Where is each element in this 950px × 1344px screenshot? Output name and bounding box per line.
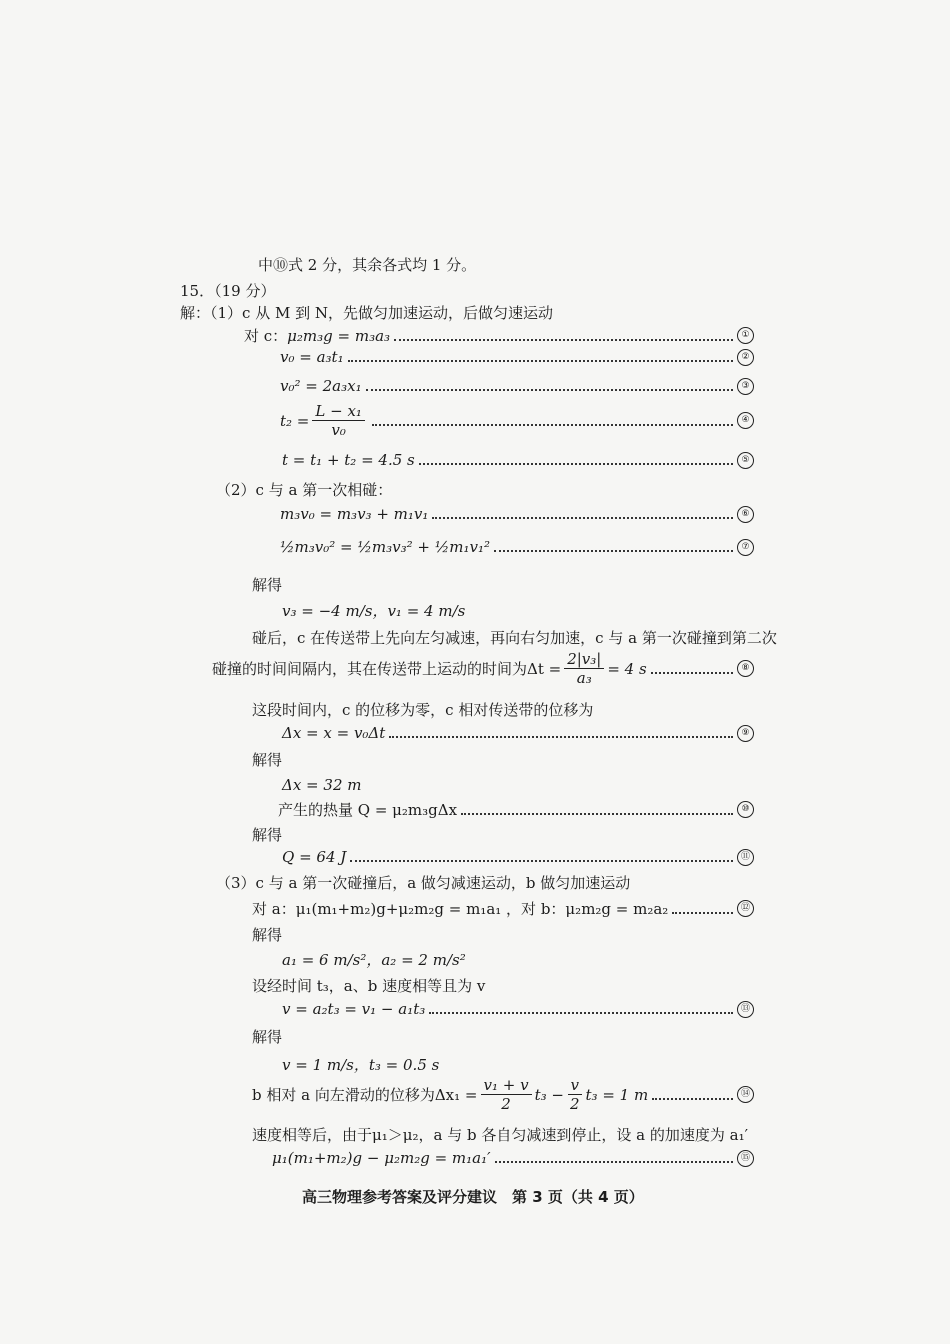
equation-2 bbox=[280, 348, 754, 366]
eq13-text: v = a₂t₃ = v₁ − a₁t₃ bbox=[282, 1000, 426, 1018]
eq5-text: t = t₁ + t₂ = 4.5 s bbox=[282, 451, 415, 469]
equation-14 bbox=[252, 1076, 754, 1113]
eq8-tail: = 4 s bbox=[607, 659, 647, 678]
equation-15 bbox=[272, 1149, 754, 1167]
eq7-text: ½m₃v₀² = ½m₃v₃² + ½m₁v₁² bbox=[280, 538, 491, 556]
result-v-t3: v = 1 m/s，t₃ = 0.5 s bbox=[282, 1056, 440, 1074]
marker-1: ① bbox=[737, 327, 754, 344]
intro-line: 中⑩式 2 分，其余各式均 1 分。 bbox=[258, 256, 477, 274]
eq1-text: μ₂m₃g = m₃a₃ bbox=[287, 326, 391, 345]
marker-5: ⑤ bbox=[737, 452, 754, 469]
eq12-text: 对 a：μ₁(m₁+m₂)g+μ₂m₂g = m₁a₁ ，对 b：μ₂m₂g = m₂a₂ bbox=[252, 900, 669, 918]
paragraph-time-t3: 设经时间 t₃，a、b 速度相等且为 v bbox=[252, 977, 486, 995]
equation-8 bbox=[212, 650, 754, 687]
result-dx: Δx = 32 m bbox=[282, 776, 362, 794]
solve-label: 解得 bbox=[252, 926, 283, 944]
marker-9: ⑨ bbox=[737, 725, 754, 742]
eq14-mid: t₃ − bbox=[534, 1085, 564, 1104]
eq4-numerator: L − x₁ bbox=[312, 402, 365, 421]
equation-10 bbox=[278, 799, 754, 820]
equation-11 bbox=[282, 848, 754, 866]
equation-5 bbox=[282, 451, 754, 469]
result-a1-a2: a₁ = 6 m/s²，a₂ = 2 m/s² bbox=[282, 951, 466, 969]
eq14-denominator-2: 2 bbox=[569, 1095, 580, 1113]
marker-4: ④ bbox=[737, 412, 754, 429]
marker-11: ⑪ bbox=[737, 849, 754, 866]
equation-1 bbox=[244, 325, 754, 346]
solve-label: 解得 bbox=[252, 826, 283, 844]
label-c: 对 c： bbox=[244, 327, 288, 345]
marker-14: ⑭ bbox=[737, 1086, 754, 1103]
marker-15: ⑮ bbox=[737, 1150, 754, 1167]
problem-heading: 15．（19 分） bbox=[180, 282, 276, 300]
result-v3-v1: v₃ = −4 m/s，v₁ = 4 m/s bbox=[282, 602, 466, 620]
eq14-fraction-1 bbox=[481, 1076, 532, 1113]
equation-7 bbox=[280, 538, 754, 556]
marker-10: ⑩ bbox=[737, 801, 754, 818]
page-footer: 高三物理参考答案及评分建议 第 3 页（共 4 页） bbox=[302, 1188, 644, 1206]
paragraph-after-equal-speed: 速度相等后，由于μ₁＞μ₂，a 与 b 各自匀减速到停止，设 a 的加速度为 a₁′ bbox=[252, 1126, 748, 1144]
equation-3 bbox=[280, 377, 754, 395]
eq14-text: b 相对 a 向左滑动的位移为Δx₁ = bbox=[252, 1086, 478, 1104]
eq9-text: Δx = x = v₀Δt bbox=[282, 724, 386, 742]
eq8-denominator: a₃ bbox=[576, 669, 592, 687]
marker-8: ⑧ bbox=[737, 660, 754, 677]
eq14-numerator-2: v bbox=[568, 1076, 582, 1095]
part1-heading: 解：（1）c 从 M 到 N，先做匀加速运动，后做匀速运动 bbox=[180, 304, 554, 322]
paragraph-displacement: 这段时间内，c 的位移为零，c 相对传送带的位移为 bbox=[252, 701, 594, 719]
eq8-fraction bbox=[564, 650, 604, 687]
eq8-text: 碰撞的时间间隔内，其在传送带上运动的时间为Δt = bbox=[212, 660, 562, 678]
eq15-text: μ₁(m₁+m₂)g − μ₂m₂g = m₁a₁′ bbox=[272, 1149, 491, 1167]
equation-9 bbox=[282, 724, 754, 742]
eq14-fraction-2 bbox=[567, 1076, 583, 1113]
eq11-text: Q = 64 J bbox=[282, 848, 347, 866]
solve-label: 解得 bbox=[252, 751, 283, 769]
marker-2: ② bbox=[737, 349, 754, 366]
marker-13: ⑬ bbox=[737, 1001, 754, 1018]
equation-12 bbox=[252, 898, 754, 919]
solve-label: 解得 bbox=[252, 576, 283, 594]
eq4-denominator: v₀ bbox=[331, 421, 346, 439]
part3-heading: （3）c 与 a 第一次碰撞后，a 做匀减速运动，b 做匀加速运动 bbox=[216, 874, 631, 892]
paragraph-after-collision: 碰后，c 在传送带上先向左匀减速，再向右匀加速，c 与 a 第一次碰撞到第二次 bbox=[252, 629, 777, 647]
eq6-text: m₃v₀ = m₃v₃ + m₁v₁ bbox=[280, 505, 429, 523]
marker-7: ⑦ bbox=[737, 539, 754, 556]
eq14-numerator-1: v₁ + v bbox=[481, 1076, 532, 1095]
eq4-fraction bbox=[312, 402, 365, 439]
eq10-text: 产生的热量 Q = μ₂m₃gΔx bbox=[278, 801, 458, 819]
part2-heading: （2）c 与 a 第一次相碰： bbox=[216, 481, 393, 499]
equation-13 bbox=[282, 1000, 754, 1018]
eq2-text: v₀ = a₃t₁ bbox=[280, 348, 344, 366]
solve-label: 解得 bbox=[252, 1028, 283, 1046]
eq14-tail: t₃ = 1 m bbox=[585, 1085, 649, 1104]
marker-12: ⑫ bbox=[737, 900, 754, 917]
eq3-text: v₀² = 2a₃x₁ bbox=[280, 377, 362, 395]
marker-6: ⑥ bbox=[737, 506, 754, 523]
leader bbox=[394, 339, 733, 341]
marker-3: ③ bbox=[737, 378, 754, 395]
eq4-lhs: t₂ = bbox=[280, 411, 310, 430]
equation-4 bbox=[280, 402, 754, 439]
eq14-denominator-1: 2 bbox=[501, 1095, 511, 1113]
equation-6 bbox=[280, 505, 754, 523]
eq8-numerator: 2|v₃| bbox=[564, 650, 604, 669]
